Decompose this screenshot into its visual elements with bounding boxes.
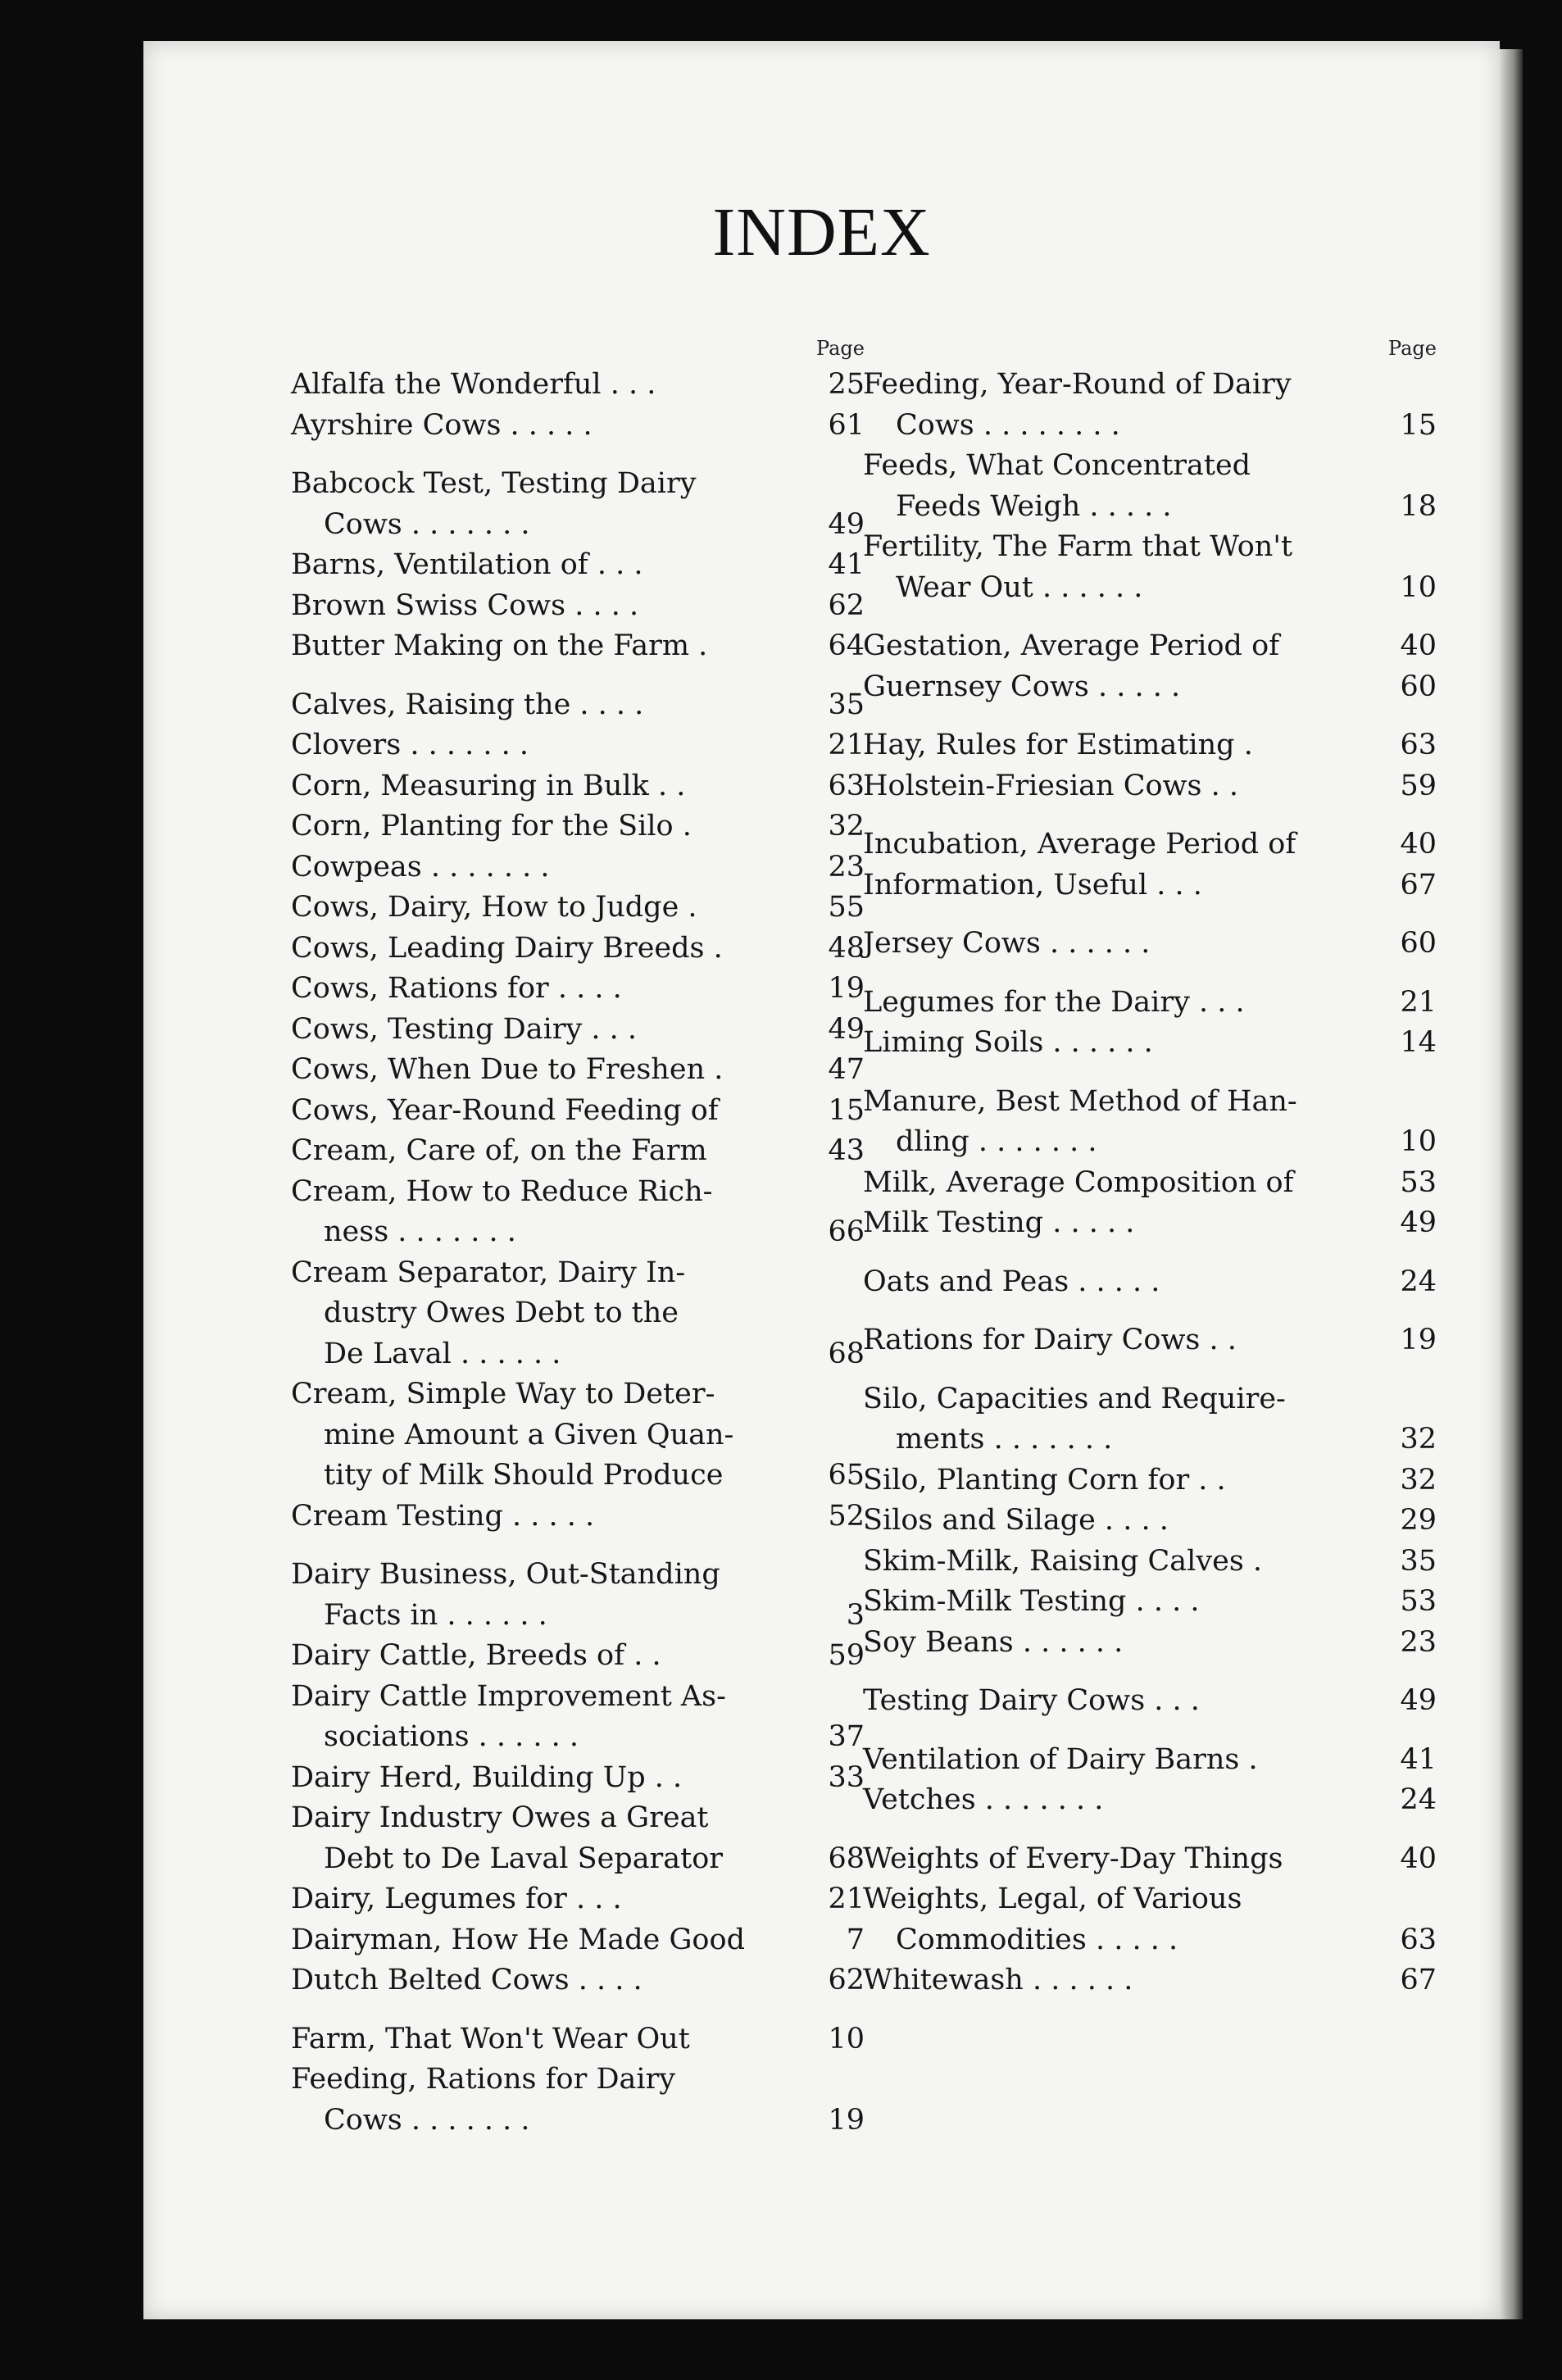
entry-line: Cowpeas . . . . . . . (291, 850, 550, 883)
entry-text (291, 888, 791, 929)
index-entry (863, 1023, 1437, 1064)
index-entry (291, 545, 865, 586)
entry-text (291, 1050, 791, 1091)
entry-page-number: 19 (828, 972, 865, 1005)
entry-page-number: 21 (828, 729, 865, 761)
entry-text (291, 2019, 791, 2060)
section-gap (863, 965, 1437, 983)
entry-line: Silo, Capacities and Require- (863, 1382, 1286, 1415)
entry-page-number: 66 (828, 1215, 865, 1248)
entry-line: Cows . . . . . . . (324, 507, 530, 541)
entry-page-number: 64 (828, 629, 865, 662)
index-entry (291, 1497, 865, 1537)
entry-text (863, 446, 1363, 527)
entry-page-number: 63 (828, 769, 865, 802)
entry-text (863, 667, 1363, 708)
entry-line: Feeding, Rations for Dairy (291, 2063, 676, 2096)
index-entry (291, 1879, 865, 1920)
entry-line: sociations . . . . . . (324, 1720, 579, 1753)
entry-line: Cows . . . . . . . . (896, 408, 1120, 442)
index-entry (863, 1839, 1437, 1880)
page-column-header: Page (1388, 337, 1437, 360)
entry-text (291, 464, 791, 545)
index-entry (863, 824, 1437, 865)
entry-page-number: 33 (828, 1760, 865, 1794)
entry-line: Commodities . . . . . (896, 1923, 1178, 1956)
section-gap (863, 1821, 1437, 1839)
entry-text (863, 983, 1363, 1024)
entry-line: Dairy Business, Out-Standing (291, 1558, 720, 1591)
index-entry (863, 1879, 1437, 1960)
index-entry (863, 446, 1437, 527)
entry-page-number: 25 (828, 368, 865, 401)
index-entry (291, 1555, 865, 1636)
entry-line: ments . . . . . . . (896, 1423, 1113, 1456)
entry-line: Alfalfa the Wonderful . . . (291, 368, 656, 401)
index-entry (863, 1203, 1437, 1244)
entry-page-number: 23 (828, 850, 865, 883)
index-entry-list (863, 365, 1437, 2001)
entry-text (291, 626, 791, 667)
section-gap (291, 1537, 865, 1555)
index-entry (291, 1010, 865, 1051)
index-entry (291, 2019, 865, 2060)
entry-page-number: 63 (1400, 729, 1437, 761)
entry-line: Soy Beans . . . . . . (863, 1625, 1124, 1659)
entry-page-number: 47 (828, 1053, 865, 1086)
entry-line: Feeds, What Concentrated (863, 449, 1251, 482)
index-entry (863, 527, 1437, 608)
entry-text (863, 1623, 1363, 1664)
entry-page-number: 35 (1400, 1544, 1437, 1578)
index-entry (863, 667, 1437, 708)
entry-page-number: 67 (1400, 868, 1437, 902)
entry-line: Milk, Average Composition of (863, 1165, 1294, 1199)
entry-line: Cream Testing . . . . . (291, 1499, 595, 1533)
entry-page-number: 53 (1400, 1585, 1437, 1618)
index-entry (291, 1131, 865, 1172)
entry-line: Cows, When Due to Freshen . (291, 1053, 724, 1086)
entry-line: Cows, Rations for . . . . (291, 972, 622, 1005)
entry-text (863, 1262, 1363, 1303)
entry-page-number: 49 (1400, 1206, 1437, 1239)
entry-page-number: 67 (1400, 1964, 1437, 1996)
entry-page-number: 24 (1400, 1783, 1437, 1816)
index-entry (863, 725, 1437, 766)
entry-page-number: 24 (1400, 1265, 1437, 1298)
entry-line: Cows . . . . . . . (324, 2103, 530, 2137)
entry-page-number: 40 (1400, 629, 1437, 662)
entry-line: Corn, Planting for the Silo . (291, 810, 692, 843)
entry-page-number: 32 (1400, 1423, 1437, 1456)
entry-line: Ayrshire Cows . . . . . (291, 408, 593, 442)
entry-line: Cream, Simple Way to Deter- (291, 1378, 715, 1410)
entry-page-number: 10 (1400, 570, 1437, 604)
entry-line: Dairy Industry Owes a Great (291, 1801, 709, 1834)
entry-text (863, 725, 1363, 766)
entry-page-number: 62 (828, 1964, 865, 1996)
entry-line: Hay, Rules for Estimating . (863, 729, 1253, 761)
entry-page-number: 49 (1400, 1684, 1437, 1717)
entry-line: Ventilation of Dairy Barns . (863, 1742, 1258, 1776)
entry-line: Holstein-Friesian Cows . . (863, 769, 1238, 802)
index-entry (863, 1460, 1437, 1501)
section-gap (863, 906, 1437, 924)
index-entry (291, 626, 865, 667)
entry-page-number: 60 (1400, 670, 1437, 703)
entry-page-number: 21 (828, 1883, 865, 1915)
section-gap (863, 1244, 1437, 1262)
entry-text (863, 1203, 1363, 1244)
entry-page-number: 49 (828, 1012, 865, 1046)
entry-line: tity of Milk Should Produce (324, 1459, 724, 1492)
index-entry (291, 1920, 865, 1961)
entry-text (291, 1879, 791, 1920)
entry-line: Dairy Cattle Improvement As- (291, 1679, 726, 1713)
entry-text (291, 406, 791, 447)
index-entry (291, 1253, 865, 1375)
entry-text (863, 1960, 1363, 2001)
entry-page-number: 15 (1400, 408, 1437, 442)
entry-text (291, 969, 791, 1010)
entry-line: Dutch Belted Cows . . . . (291, 1964, 643, 1996)
index-entry (291, 464, 865, 545)
index-entry (291, 847, 865, 888)
index-entry (863, 924, 1437, 965)
page-column-header: Page (816, 337, 865, 360)
index-entry (863, 1379, 1437, 1460)
index-entry (863, 1163, 1437, 1204)
index-column-right (863, 332, 1437, 2001)
entry-line: Weights of Every-Day Things (863, 1842, 1283, 1875)
entry-text (863, 1163, 1363, 1204)
index-entry (291, 2060, 865, 2141)
entry-text (863, 527, 1363, 608)
entry-text (863, 1780, 1363, 1821)
section-gap (291, 446, 865, 464)
entry-text (291, 1920, 791, 1961)
section-gap (863, 806, 1437, 824)
entry-line: Calves, Raising the . . . . (291, 688, 644, 721)
entry-text (863, 1839, 1363, 1880)
index-page (143, 41, 1500, 2319)
entry-line: Dairy Cattle, Breeds of . . (291, 1639, 661, 1672)
entry-text (291, 1798, 791, 1879)
index-entry (863, 1542, 1437, 1583)
entry-text (863, 1542, 1363, 1583)
entry-text (863, 924, 1363, 965)
entry-page-number: 35 (828, 688, 865, 721)
index-entry (863, 1623, 1437, 1664)
section-gap (863, 608, 1437, 626)
entry-line: Vetches . . . . . . . (863, 1783, 1104, 1816)
section-gap (863, 1361, 1437, 1379)
entry-text (863, 1501, 1363, 1542)
entry-line: Manure, Best Method of Han- (863, 1084, 1297, 1118)
entry-text (291, 1960, 791, 2001)
entry-text (291, 1497, 791, 1537)
entry-line: Oats and Peas . . . . . (863, 1265, 1160, 1298)
entry-page-number: 7 (846, 1923, 865, 1956)
index-entry (291, 586, 865, 627)
entry-text (291, 1172, 791, 1253)
entry-page-number: 60 (1400, 927, 1437, 960)
entry-line: Testing Dairy Cows . . . (863, 1684, 1200, 1717)
entry-text (863, 1582, 1363, 1623)
entry-text (863, 1879, 1363, 1960)
entry-line: Feeds Weigh . . . . . (896, 489, 1172, 523)
entry-page-number: 40 (1400, 828, 1437, 861)
index-entry (291, 1636, 865, 1677)
index-entry (291, 1960, 865, 2001)
entry-page-number: 41 (828, 548, 865, 581)
entry-line: Silo, Planting Corn for . . (863, 1463, 1226, 1497)
index-entry (863, 1082, 1437, 1163)
entry-page-number: 53 (1400, 1165, 1437, 1199)
entry-text (863, 1320, 1363, 1361)
entry-page-number: 10 (1400, 1125, 1437, 1158)
index-entry (291, 1374, 865, 1497)
entry-line: Silos and Silage . . . . (863, 1504, 1169, 1537)
section-gap (863, 1663, 1437, 1681)
index-entry (291, 406, 865, 447)
entry-page-number: 14 (1400, 1026, 1437, 1059)
entry-line: De Laval . . . . . . (324, 1337, 561, 1370)
entry-page-number: 68 (828, 1337, 865, 1370)
entry-page-number: 41 (1400, 1742, 1437, 1776)
entry-text (863, 1082, 1363, 1163)
index-entry (863, 1780, 1437, 1821)
entry-text (863, 1740, 1363, 1781)
entry-text (291, 1677, 791, 1758)
index-entry (863, 865, 1437, 906)
entry-text (863, 1460, 1363, 1501)
entry-line: Farm, That Won't Wear Out (291, 2022, 690, 2055)
entry-line: Milk Testing . . . . . (863, 1206, 1135, 1239)
entry-text (863, 766, 1363, 807)
entry-text (291, 1131, 791, 1172)
entry-text (291, 586, 791, 627)
index-entry (291, 766, 865, 807)
index-entry (291, 1050, 865, 1091)
entry-page-number: 32 (1400, 1463, 1437, 1497)
entry-line: Liming Soils . . . . . . (863, 1026, 1153, 1059)
entry-line: mine Amount a Given Quan- (324, 1418, 734, 1451)
index-entry (863, 1320, 1437, 1361)
entry-line: Corn, Measuring in Bulk . . (291, 769, 686, 802)
index-entry (291, 365, 865, 406)
entry-text (863, 365, 1363, 446)
entry-page-number: 19 (828, 2103, 865, 2137)
entry-page-number: 18 (1400, 489, 1437, 523)
entry-text (291, 1253, 791, 1375)
index-entry (291, 1677, 865, 1758)
entry-page-number: 37 (828, 1720, 865, 1753)
entry-line: Debt to De Laval Separator (324, 1842, 724, 1875)
index-entry-list (291, 365, 865, 2141)
entry-page-number: 48 (828, 931, 865, 965)
entry-line: Clovers . . . . . . . (291, 729, 529, 761)
index-entry (291, 1172, 865, 1253)
entry-line: Dairy, Legumes for . . . (291, 1883, 622, 1915)
entry-line: Brown Swiss Cows . . . . (291, 588, 639, 622)
entry-page-number: 61 (828, 408, 865, 442)
entry-line: Cows, Year-Round Feeding of (291, 1093, 719, 1127)
entry-page-number: 63 (1400, 1923, 1437, 1956)
entry-text (863, 1023, 1363, 1064)
entry-line: Cream Separator, Dairy In- (291, 1256, 686, 1289)
entry-text (291, 2060, 791, 2141)
entry-line: Cream, How to Reduce Rich- (291, 1174, 713, 1208)
entry-line: Dairyman, How He Made Good (291, 1923, 745, 1956)
entry-line: Cows, Leading Dairy Breeds . (291, 931, 723, 965)
entry-line: Guernsey Cows . . . . . (863, 670, 1181, 703)
index-entry (863, 1501, 1437, 1542)
entry-text (863, 626, 1363, 667)
entry-line: Barns, Ventilation of . . . (291, 548, 643, 581)
entry-page-number: 68 (828, 1842, 865, 1875)
entry-text (291, 1010, 791, 1051)
entry-text (863, 824, 1363, 865)
entry-text (291, 1555, 791, 1636)
entry-text (291, 545, 791, 586)
index-entry (863, 766, 1437, 807)
entry-page-number: 55 (828, 891, 865, 924)
entry-line: Gestation, Average Period of (863, 629, 1280, 662)
entry-page-number: 21 (1400, 985, 1437, 1019)
entry-line: Butter Making on the Farm . (291, 629, 708, 662)
entry-line: dustry Owes Debt to the (324, 1297, 679, 1329)
entry-page-number: 52 (828, 1499, 865, 1533)
entry-page-number: 15 (828, 1093, 865, 1127)
index-entry (291, 1091, 865, 1132)
entry-line: Cows, Testing Dairy . . . (291, 1012, 638, 1046)
page-title: INDEX (712, 194, 931, 270)
entry-line: Whitewash . . . . . . (863, 1964, 1133, 1996)
index-entry (863, 1681, 1437, 1722)
entry-text (863, 865, 1363, 906)
entry-text (291, 685, 791, 726)
entry-text (863, 1379, 1363, 1460)
entry-page-number: 59 (1400, 769, 1437, 802)
entry-page-number: 43 (828, 1134, 865, 1167)
page-edge-shadow (1500, 49, 1523, 2319)
index-column-left (291, 332, 865, 2141)
entry-line: Dairy Herd, Building Up . . (291, 1760, 683, 1794)
section-gap (291, 2001, 865, 2019)
entry-line: Rations for Dairy Cows . . (863, 1324, 1237, 1356)
entry-line: Facts in . . . . . . (324, 1598, 547, 1632)
index-entry (291, 888, 865, 929)
entry-page-number: 23 (1400, 1625, 1437, 1659)
index-entry (291, 725, 865, 766)
entry-line: dling . . . . . . . (896, 1125, 1097, 1158)
entry-page-number: 10 (828, 2022, 865, 2055)
entry-page-number: 3 (846, 1598, 865, 1632)
section-gap (291, 667, 865, 685)
entry-page-number: 32 (828, 810, 865, 843)
entry-text (291, 806, 791, 847)
section-gap (863, 1064, 1437, 1082)
entry-text (291, 766, 791, 807)
section-gap (863, 1722, 1437, 1740)
entry-page-number: 49 (828, 507, 865, 541)
index-entry (863, 365, 1437, 446)
section-gap (863, 707, 1437, 725)
index-entry (291, 685, 865, 726)
index-entry (291, 1758, 865, 1799)
entry-text (291, 1758, 791, 1799)
entry-page-number: 19 (1400, 1324, 1437, 1356)
entry-line: Skim-Milk, Raising Calves . (863, 1544, 1263, 1578)
index-entry (863, 983, 1437, 1024)
index-entry (863, 1262, 1437, 1303)
entry-page-number: 29 (1400, 1504, 1437, 1537)
entry-line: Incubation, Average Period of (863, 828, 1296, 861)
entry-line: Legumes for the Dairy . . . (863, 985, 1245, 1019)
entry-line: Weights, Legal, of Various (863, 1883, 1242, 1915)
entry-line: Jersey Cows . . . . . . (863, 927, 1151, 960)
entry-line: Feeding, Year-Round of Dairy (863, 368, 1292, 401)
entry-line: Wear Out . . . . . . (896, 570, 1143, 604)
entry-line: Cows, Dairy, How to Judge . (291, 891, 697, 924)
entry-text (291, 1091, 791, 1132)
index-entry (291, 1798, 865, 1879)
entry-line: Cream, Care of, on the Farm (291, 1134, 707, 1167)
index-entry (291, 806, 865, 847)
entry-page-number: 59 (828, 1639, 865, 1672)
entry-text (291, 1636, 791, 1677)
index-entry (863, 626, 1437, 667)
entry-text (291, 1374, 791, 1497)
entry-text (291, 365, 791, 406)
entry-text (863, 1681, 1363, 1722)
entry-line: Fertility, The Farm that Won't (863, 530, 1293, 563)
entry-text (291, 725, 791, 766)
index-entry (291, 969, 865, 1010)
section-gap (863, 1302, 1437, 1320)
index-entry (291, 929, 865, 970)
index-entry (863, 1960, 1437, 2001)
entry-text (291, 847, 791, 888)
index-entry (863, 1740, 1437, 1781)
index-entry (863, 1582, 1437, 1623)
entry-line: ness . . . . . . . (324, 1215, 516, 1248)
entry-line: Information, Useful . . . (863, 868, 1202, 902)
entry-page-number: 65 (828, 1459, 865, 1492)
entry-page-number: 40 (1400, 1842, 1437, 1875)
entry-page-number: 62 (828, 588, 865, 622)
entry-line: Babcock Test, Testing Dairy (291, 467, 697, 500)
entry-line: Skim-Milk Testing . . . . (863, 1585, 1200, 1618)
entry-text (291, 929, 791, 970)
